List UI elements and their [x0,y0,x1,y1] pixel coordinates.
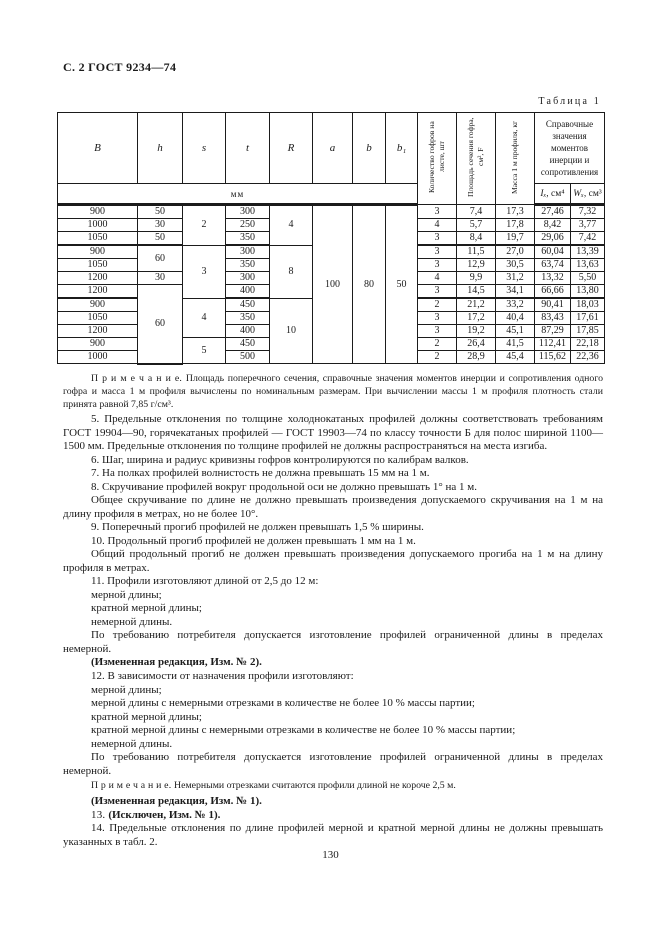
table-cell: 50 [138,205,183,219]
table-cell: 350 [226,232,270,246]
table-cell: 1200 [58,285,138,299]
table-cell: 900 [58,338,138,351]
list-item [63,602,603,616]
table-cell: 300 [226,272,270,285]
page-number: 130 [322,849,339,861]
table-cell: 7,32 [571,205,605,219]
paragraph-lead: 13. [91,808,109,821]
table-cell: 90,41 [535,298,571,312]
col-header-R: R [270,113,313,184]
paragraph-text: 8. Скручивание профилей вокруг продольной оси не должно превышать 1° на 1 м. [91,480,477,493]
amendment-1 [63,795,603,809]
page-title: С. 2 ГОСТ 9234—74 [63,60,177,74]
col-header-mass: Масса 1 м профиля, кг [496,113,535,205]
paragraph-text: 6. Шаг, ширина и радиус кривизны гофров контролируются по калибрам валков. [91,453,469,466]
clause-10-cont [63,548,603,575]
clause-8-cont [63,494,603,521]
table-cell: 19,7 [496,232,535,246]
table-cell: 2 [418,351,457,364]
table-cell: 1050 [58,312,138,325]
table-cell: 3 [183,245,226,298]
table-cell: 5,7 [457,219,496,232]
table-cell: 17,2 [457,312,496,325]
clause-9 [63,521,603,535]
table-cell: 900 [58,298,138,312]
table-cell: 112,41 [535,338,571,351]
table-cell: 13,32 [535,272,571,285]
table-cell: 2 [418,338,457,351]
table-cell: 30 [138,272,183,285]
table-cell: 18,03 [571,298,605,312]
col-header-inertia-moment: Iₓ, см⁴ [535,184,571,205]
table-cell: 30,5 [496,259,535,272]
table-cell: 22,18 [571,338,605,351]
list-item [63,589,603,603]
table-header-row [58,113,605,184]
list-item [63,616,603,630]
table-cell: 17,8 [496,219,535,232]
table-cell: 83,43 [535,312,571,325]
clause-11-cont [63,629,603,656]
col-header-b: b [353,113,386,184]
table-cell: 450 [226,298,270,312]
col-header-h: h [138,113,183,184]
table-note [63,373,603,411]
list-item [63,724,603,738]
table-cell: 3,77 [571,219,605,232]
clause-5 [63,413,603,454]
table-cell: 30 [138,219,183,232]
list-item [63,738,603,752]
clause-10 [63,535,603,549]
table-cell: 27,0 [496,245,535,259]
table-cell: 13,39 [571,245,605,259]
table-cell: 1200 [58,325,138,338]
list-item [63,711,603,725]
table-row [58,205,605,219]
table-cell: 17,61 [571,312,605,325]
paragraph-text: (Измененная редакция, Изм. № 2). [91,656,262,669]
paragraph-text: Немерными отрезками считаются профили длиной не короче 2,5 м. [174,780,456,792]
clause-12 [63,670,603,684]
table-cell: 17,85 [571,325,605,338]
clause-12-cont [63,751,603,778]
note-2 [63,780,603,793]
table-cell: 1050 [58,259,138,272]
paragraph-text: (Исключен, Изм. № 1). [108,808,221,821]
table-cell: 22,36 [571,351,605,364]
table-cell: 13,80 [571,285,605,299]
amendment-2 [63,656,603,670]
table-cell: 45,4 [496,351,535,364]
table-cell: 9,9 [457,272,496,285]
table-cell: 350 [226,259,270,272]
clause-6 [63,454,603,468]
table-cell: 27,46 [535,205,571,219]
table-cell: 8,42 [535,219,571,232]
table-cell: 450 [226,338,270,351]
table-cell: 28,9 [457,351,496,364]
table-cell: 66,66 [535,285,571,299]
table-cell: 300 [226,205,270,219]
table-cell: 4 [270,205,313,246]
table-cell: 60 [138,245,183,272]
table-cell: 7,4 [457,205,496,219]
paragraph-text: 11. Профили изготовляют длиной от 2,5 до 12 м: [91,575,319,588]
body-text [63,371,603,849]
table-cell: 3 [418,325,457,338]
table-cell: 3 [418,312,457,325]
table-cell: 17,3 [496,205,535,219]
table-cell: 13,63 [571,259,605,272]
table-cell: 29,06 [535,232,571,246]
table-cell: 11,5 [457,245,496,259]
table-cell: 80 [353,205,386,364]
table-cell: 1050 [58,232,138,246]
table-cell: 3 [418,285,457,299]
table-cell: 8,4 [457,232,496,246]
table-cell: 2 [183,205,226,246]
units-mm-label: мм [58,184,418,205]
col-header-a: a [313,113,353,184]
paragraph-text: кратной мерной длины; [91,602,202,615]
table-cell: 1000 [58,351,138,364]
paragraph-text: мерной длины; [91,588,162,601]
table-cell: 4 [183,298,226,338]
paragraph-text: 12. В зависимости от назначения профили изготовляют: [91,670,354,683]
col-header-b1: b₁ [386,113,418,184]
clause-11 [63,575,603,589]
table-cell: 350 [226,312,270,325]
paragraph-text: мерной длины с немерными отрезками в количестве не более 10 % массы партии; [91,697,475,710]
col-header-section-area: Площадь сечения гофра, см², F [457,113,496,205]
profile-dimensions-table [57,112,605,365]
table-cell: 250 [226,219,270,232]
paragraph-text: Площадь поперечного сечения, справочные значения моментов инерции и сопротивления одного гофра и масса 1 м профиля вычислены по номинальным размерам. При вычислении массы 1 м профиля плотность стали принята равной 7,85 г/см³. [63,373,603,410]
table-cell: 14,5 [457,285,496,299]
col-header-corrugation-count: Количество гофров на листе, шт [418,113,457,205]
table-cell: 3 [418,205,457,219]
table-cell: 1000 [58,219,138,232]
paragraph-text: 7. На полках профилей волнистость не должна превышать 15 мм на 1 м. [91,467,430,480]
paragraph-text: 5. Предельные отклонения по толщине холоднокатаных профилей должны соответствовать требованиям ГОСТ 19904—90, горячекатаных профилей — ГОСТ 19903—74 по классу точности Б для полос шириной 1100—1500 мм. Предельные отклонения по толщине профилей не должны распространяться на места изгиба. [63,413,603,453]
clause-7 [63,467,603,481]
table-cell: 5 [183,338,226,364]
table-cell: 900 [58,245,138,259]
paragraph-text: По требованию потребителя допускается изготовление профилей ограниченной длины в пределах немерной. [63,629,603,655]
paragraph-text: Общее скручивание по длине не должно превышать произведения допускаемого скручивания на 1 м на длину профиля в метрах, но не более 10°. [63,494,603,520]
table-cell: 3 [418,232,457,246]
paragraph-text: (Измененная редакция, Изм. № 1). [91,794,262,807]
table-caption: Таблица 1 [538,96,601,107]
table-cell: 100 [313,205,353,364]
paragraph-text: Общий продольный прогиб не должен превышать произведения допускаемого прогиба на 1 м на длину профиля в метрах. [63,548,603,574]
table-cell: 26,4 [457,338,496,351]
table-cell: 900 [58,205,138,219]
table-cell: 60,04 [535,245,571,259]
table-cell: 45,1 [496,325,535,338]
paragraph-lead: П р и м е ч а н и е. [91,780,175,792]
table-cell: 115,62 [535,351,571,364]
table-cell: 31,2 [496,272,535,285]
col-header-B: B [58,113,138,184]
list-item [63,697,603,711]
table-cell: 40,4 [496,312,535,325]
table-cell: 33,2 [496,298,535,312]
paragraph-text: кратной мерной длины с немерными отрезками в количестве не более 10 % массы партии; [91,724,516,737]
col-header-resistance-moment: Wₓ, см³ [571,184,605,205]
table-cell: 400 [226,325,270,338]
table-cell: 10 [270,298,313,364]
table-cell: 21,2 [457,298,496,312]
table-cell: 3 [418,245,457,259]
paragraph-text: немерной длины. [91,615,173,628]
table-cell: 8 [270,245,313,298]
list-item [63,684,603,698]
paragraph-text: мерной длины; [91,683,162,696]
table-container [57,112,604,365]
table-cell: 4 [418,272,457,285]
table-body [58,205,605,364]
table-cell: 50 [138,232,183,246]
table-cell: 60 [138,285,183,364]
table-cell: 500 [226,351,270,364]
clause-13 [63,809,603,823]
paragraph-text: 10. Продольный прогиб профилей не должен превышать 1 мм на 1 м. [91,534,416,547]
table-cell: 1200 [58,272,138,285]
table-cell: 12,9 [457,259,496,272]
paragraph-text: 14. Предельные отклонения по длине профилей мерной и кратной мерной длины не должны превышать указанных в табл. 2. [63,822,603,848]
clause-8 [63,481,603,495]
table-cell: 5,50 [571,272,605,285]
table-cell: 300 [226,245,270,259]
table-cell: 2 [418,298,457,312]
table-cell: 19,2 [457,325,496,338]
paragraph-text: кратной мерной длины; [91,710,202,723]
table-cell: 3 [418,259,457,272]
table-cell: 87,29 [535,325,571,338]
table-cell: 63,74 [535,259,571,272]
table-cell: 400 [226,285,270,299]
table-cell: 34,1 [496,285,535,299]
col-header-s: s [183,113,226,184]
paragraph-text: 9. Поперечный прогиб профилей не должен превышать 1,5 % ширины. [91,521,424,534]
table-cell: 4 [418,219,457,232]
clause-14 [63,822,603,849]
table-cell: 50 [386,205,418,364]
col-header-reference-values: Справочные значения моментов инерции и сопротивления [535,113,605,184]
paragraph-text: По требованию потребителя допускается изготовление профилей ограниченной длины в пределах немерной. [63,751,603,777]
paragraph-lead: П р и м е ч а н и е. [91,373,186,384]
col-header-t: t [226,113,270,184]
table-cell: 7,42 [571,232,605,246]
paragraph-text: немерной длины. [91,737,173,750]
table-cell: 41,5 [496,338,535,351]
